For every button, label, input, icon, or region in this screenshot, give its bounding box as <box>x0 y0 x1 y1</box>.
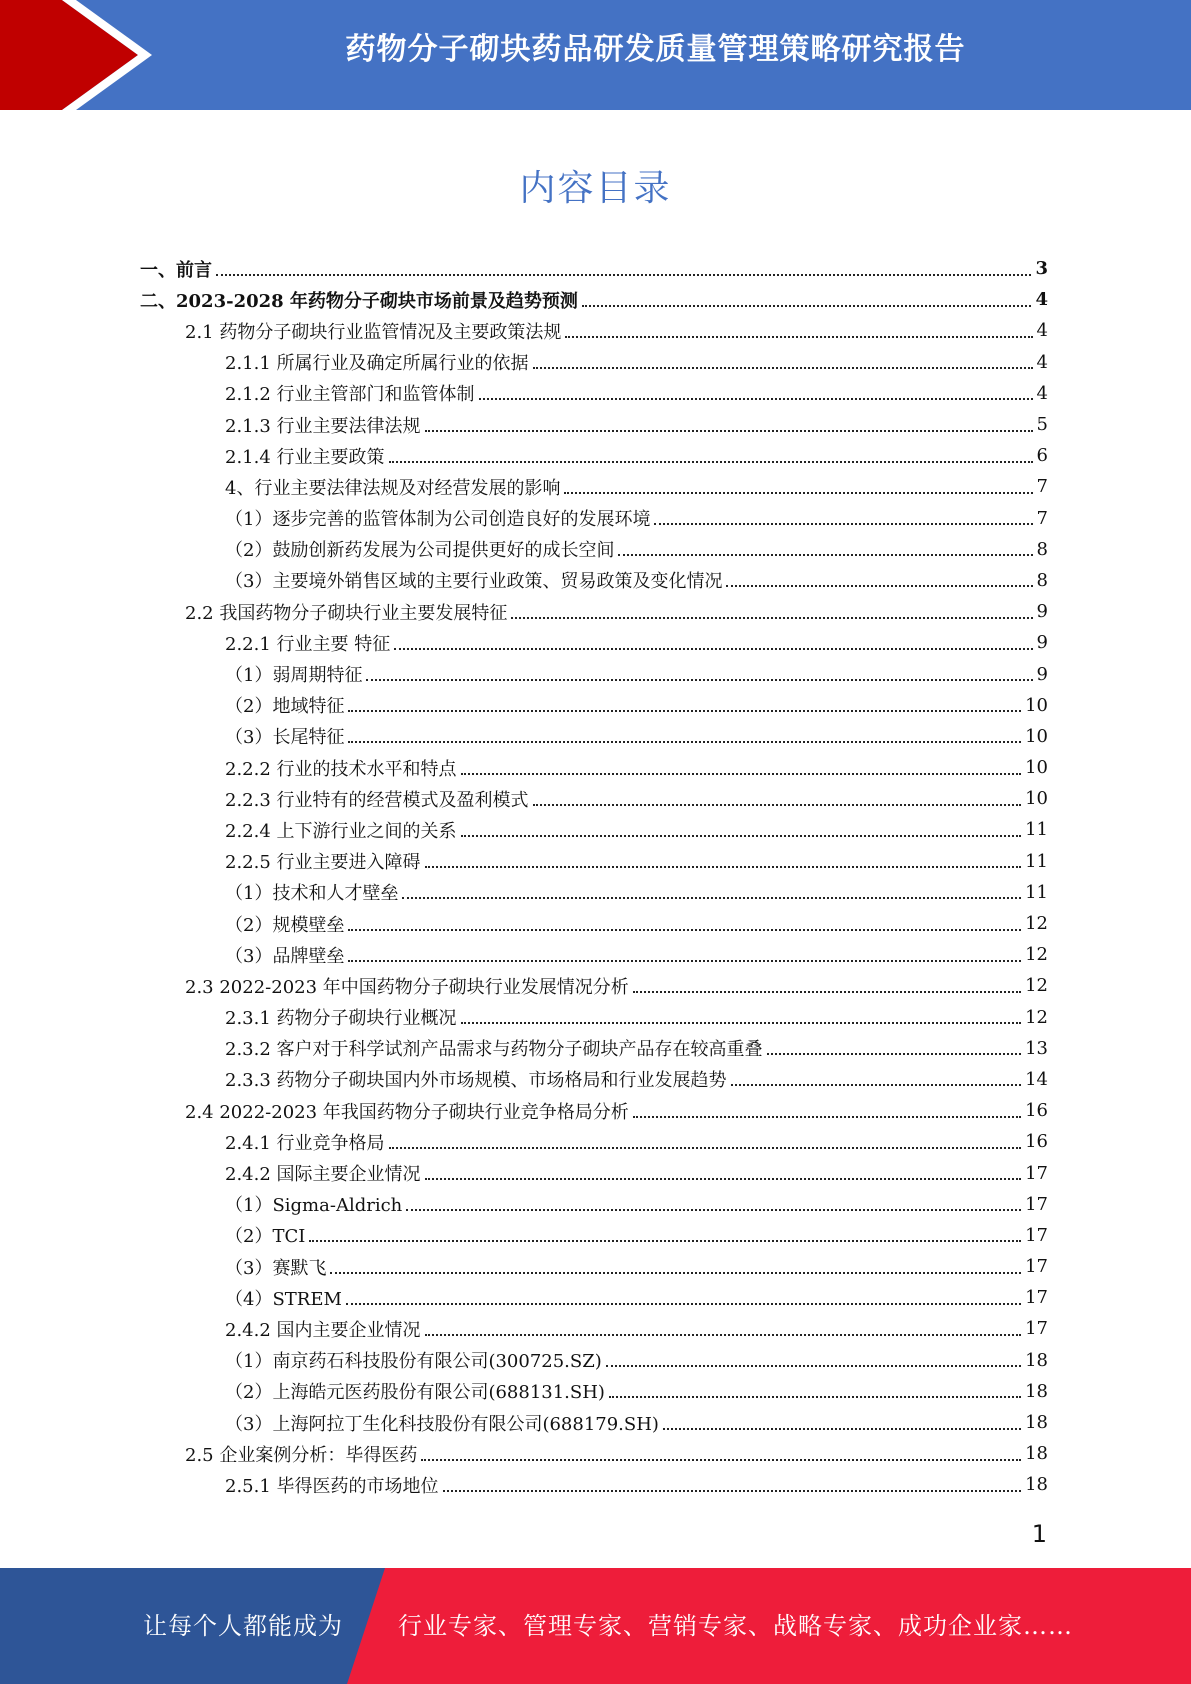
toc-entry[interactable] <box>140 440 1048 471</box>
toc-entry[interactable] <box>140 1407 1048 1438</box>
toc-dot-leader <box>346 1303 1021 1305</box>
toc-entry-title: 2.4 2022-2023 年我国药物分子砌块行业竞争格局分析 <box>185 1101 629 1123</box>
toc-entry-title: （2）上海皓元医药股份有限公司(688131.SH) <box>225 1382 605 1404</box>
toc-entry-page: 8 <box>1036 538 1048 560</box>
toc-entry-title: （3）品牌壁垒 <box>225 945 345 967</box>
toc-dot-leader <box>479 398 1033 400</box>
toc-dot-leader <box>216 274 1031 276</box>
toc-entry-page: 14 <box>1025 1068 1048 1090</box>
table-of-contents <box>140 253 1048 1501</box>
toc-entry[interactable] <box>140 596 1048 627</box>
toc-entry-page: 17 <box>1025 1162 1048 1184</box>
toc-dot-leader <box>461 1022 1022 1024</box>
toc-entry[interactable] <box>140 471 1048 502</box>
toc-entry-title: 2.2.4 上下游行业之间的关系 <box>225 820 457 842</box>
toc-dot-leader <box>425 866 1022 868</box>
page-header <box>0 0 1191 110</box>
toc-entry-title: （4）STREM <box>225 1288 342 1310</box>
toc-entry[interactable] <box>140 1095 1048 1126</box>
toc-entry-title: 2.1.1 所属行业及确定所属行业的依据 <box>225 353 529 375</box>
toc-entry-title: 2.1.4 行业主要政策 <box>225 446 385 468</box>
toc-entry[interactable] <box>140 1251 1048 1282</box>
toc-entry-title: 2.2.2 行业的技术水平和特点 <box>225 758 457 780</box>
toc-entry-title: 二、2023-2028 年药物分子砌块市场前景及趋势预测 <box>140 290 578 312</box>
toc-entry-page: 17 <box>1025 1318 1048 1340</box>
toc-entry-page: 3 <box>1035 258 1048 280</box>
toc-entry-title: （3）主要境外销售区域的主要行业政策、贸易政策及变化情况 <box>225 571 723 593</box>
toc-entry[interactable] <box>140 534 1048 565</box>
toc-entry[interactable] <box>140 409 1048 440</box>
footer-slogan-left: 让每个人都能成为 <box>143 1612 343 1640</box>
toc-entry[interactable] <box>140 1220 1048 1251</box>
toc-entry-page: 12 <box>1025 975 1048 997</box>
toc-dot-leader <box>348 929 1021 931</box>
toc-entry-page: 10 <box>1025 725 1048 747</box>
toc-entry[interactable] <box>140 503 1048 534</box>
toc-entry[interactable] <box>140 1376 1048 1407</box>
toc-entry-title: （1）Sigma-Aldrich <box>225 1195 403 1217</box>
toc-entry-page: 4 <box>1035 289 1048 311</box>
toc-entry-page: 12 <box>1025 913 1048 935</box>
toc-dot-leader <box>348 960 1021 962</box>
toc-dot-leader <box>461 773 1022 775</box>
toc-entry-title: 2.3.1 药物分子砌块行业概况 <box>225 1008 457 1030</box>
toc-entry-page: 11 <box>1025 850 1048 872</box>
toc-dot-leader <box>582 305 1032 307</box>
toc-dot-leader <box>533 367 1033 369</box>
toc-entry-title: 2.1.3 行业主要法律法规 <box>225 415 421 437</box>
toc-entry-page: 13 <box>1025 1037 1048 1059</box>
toc-dot-leader <box>511 617 1032 619</box>
toc-entry-title: 2.2 我国药物分子砌块行业主要发展特征 <box>185 602 508 624</box>
toc-dot-leader <box>609 1396 1021 1398</box>
toc-entry[interactable] <box>140 970 1048 1001</box>
toc-entry[interactable] <box>140 1064 1048 1095</box>
toc-entry-title: 2.2.5 行业主要进入障碍 <box>225 852 421 874</box>
toc-entry-page: 12 <box>1025 1006 1048 1028</box>
toc-entry-page: 5 <box>1036 414 1048 436</box>
toc-entry-page: 4 <box>1036 351 1048 373</box>
toc-entry-page: 17 <box>1025 1256 1048 1278</box>
toc-entry-page: 9 <box>1036 601 1048 623</box>
toc-entry[interactable] <box>140 846 1048 877</box>
page-number: 1 <box>1031 1520 1047 1548</box>
toc-entry[interactable] <box>140 1126 1048 1157</box>
toc-dot-leader <box>425 430 1033 432</box>
toc-dot-leader <box>565 336 1032 338</box>
toc-entry-title: 2.5 企业案例分析：毕得医药 <box>185 1444 418 1466</box>
toc-entry[interactable] <box>140 690 1048 721</box>
toc-entry[interactable] <box>140 1438 1048 1469</box>
toc-entry-page: 9 <box>1036 632 1048 654</box>
toc-entry-page: 18 <box>1025 1443 1048 1465</box>
toc-entry-page: 11 <box>1025 881 1048 903</box>
toc-entry[interactable] <box>140 1033 1048 1064</box>
toc-entry[interactable] <box>140 1002 1048 1033</box>
toc-entry-page: 10 <box>1025 788 1048 810</box>
toc-entry[interactable] <box>140 253 1048 284</box>
toc-entry-title: 2.4.2 国际主要企业情况 <box>225 1164 421 1186</box>
report-title: 药物分子砌块药品研发质量管理策略研究报告 <box>345 32 966 67</box>
toc-entry-title: （1）技术和人才壁垒 <box>225 883 399 905</box>
toc-entry-page: 17 <box>1025 1224 1048 1246</box>
toc-dot-leader <box>402 897 1021 899</box>
toc-entry-title: 2.3.3 药物分子砌块国内外市场规模、市场格局和行业发展趋势 <box>225 1070 727 1092</box>
toc-entry-title: 2.2.1 行业主要 特征 <box>225 633 391 655</box>
toc-entry[interactable] <box>140 939 1048 970</box>
toc-entry-title: （3）赛默飞 <box>225 1257 327 1279</box>
toc-entry-title: 2.1.2 行业主管部门和监管体制 <box>225 384 475 406</box>
toc-entry[interactable] <box>140 877 1048 908</box>
toc-entry-page: 18 <box>1025 1412 1048 1434</box>
footer-slogan-right: 行业专家、管理专家、营销专家、战略专家、成功企业家…… <box>398 1612 1073 1640</box>
toc-dot-leader <box>654 523 1032 525</box>
toc-entry-page: 10 <box>1025 757 1048 779</box>
toc-entry[interactable] <box>140 347 1048 378</box>
toc-entry-title: （3）长尾特征 <box>225 727 345 749</box>
toc-entry-page: 10 <box>1025 694 1048 716</box>
toc-entry[interactable] <box>140 627 1048 658</box>
toc-entry[interactable] <box>140 1313 1048 1344</box>
toc-dot-leader <box>366 679 1032 681</box>
toc-entry-title: （2）鼓励创新药发展为公司提供更好的成长空间 <box>225 540 615 562</box>
toc-dot-leader <box>618 554 1032 556</box>
toc-entry-title: 2.2.3 行业特有的经营模式及盈利模式 <box>225 789 529 811</box>
toc-dot-leader <box>633 1116 1021 1118</box>
toc-entry-title: 2.3 2022-2023 年中国药物分子砌块行业发展情况分析 <box>185 976 629 998</box>
toc-entry-page: 18 <box>1025 1474 1048 1496</box>
toc-dot-leader <box>309 1240 1021 1242</box>
toc-entry-page: 9 <box>1036 663 1048 685</box>
toc-entry-page: 16 <box>1025 1131 1048 1153</box>
toc-entry-title: 2.1 药物分子砌块行业监管情况及主要政策法规 <box>185 321 562 343</box>
toc-dot-leader <box>425 1178 1022 1180</box>
toc-entry-title: 2.4.1 行业竞争格局 <box>225 1132 385 1154</box>
toc-entry-page: 4 <box>1036 320 1048 342</box>
toc-dot-leader <box>389 1147 1022 1149</box>
toc-dot-leader <box>606 1365 1021 1367</box>
toc-entry-title: （1）南京药石科技股份有限公司(300725.SZ) <box>225 1351 602 1373</box>
toc-entry[interactable] <box>140 1282 1048 1313</box>
toc-entry[interactable] <box>140 721 1048 752</box>
toc-dot-leader <box>425 1334 1022 1336</box>
toc-dot-leader <box>731 1084 1022 1086</box>
toc-dot-leader <box>443 1490 1022 1492</box>
toc-entry[interactable] <box>140 1469 1048 1500</box>
toc-entry[interactable] <box>140 1345 1048 1376</box>
toc-entry-title: （2）TCI <box>225 1226 306 1248</box>
toc-entry-title: 一、前言 <box>140 259 212 281</box>
toc-entry-title: 2.3.2 客户对于科学试剂产品需求与药物分子砌块产品存在较高重叠 <box>225 1039 763 1061</box>
toc-entry[interactable] <box>140 783 1048 814</box>
toc-entry-page: 7 <box>1036 476 1048 498</box>
toc-entry-page: 7 <box>1036 507 1048 529</box>
toc-entry[interactable] <box>140 658 1048 689</box>
toc-dot-leader <box>461 835 1022 837</box>
toc-entry-page: 6 <box>1036 445 1048 467</box>
toc-entry-title: （2）地域特征 <box>225 696 345 718</box>
toc-entry[interactable] <box>140 315 1048 346</box>
toc-entry-title: （1）逐步完善的监管体制为公司创造良好的发展环境 <box>225 509 651 531</box>
toc-dot-leader <box>633 991 1021 993</box>
toc-entry-page: 18 <box>1025 1349 1048 1371</box>
toc-entry[interactable] <box>140 1189 1048 1220</box>
toc-dot-leader <box>330 1272 1021 1274</box>
toc-dot-leader <box>348 741 1021 743</box>
toc-entry-page: 4 <box>1036 382 1048 404</box>
toc-entry[interactable] <box>140 814 1048 845</box>
toc-entry-title: （3）上海阿拉丁生化科技股份有限公司(688179.SH) <box>225 1413 659 1435</box>
toc-entry-page: 17 <box>1025 1193 1048 1215</box>
toc-dot-leader <box>421 1459 1021 1461</box>
toc-dot-leader <box>394 648 1032 650</box>
toc-entry[interactable] <box>140 908 1048 939</box>
toc-entry-title: 2.4.2 国内主要企业情况 <box>225 1319 421 1341</box>
toc-dot-leader <box>663 1428 1021 1430</box>
toc-dot-leader <box>406 1209 1021 1211</box>
toc-dot-leader <box>564 492 1032 494</box>
toc-dot-leader <box>533 804 1022 806</box>
toc-entry[interactable] <box>140 752 1048 783</box>
toc-entry-title: 4、行业主要法律法规及对经营发展的影响 <box>225 477 561 499</box>
toc-entry-page: 17 <box>1025 1287 1048 1309</box>
toc-entry[interactable] <box>140 1157 1048 1188</box>
toc-heading: 内容目录 <box>519 168 672 209</box>
toc-entry[interactable] <box>140 565 1048 596</box>
toc-entry-title: （1）弱周期特征 <box>225 665 363 687</box>
toc-entry-title: （2）规模壁垒 <box>225 914 345 936</box>
toc-entry-page: 8 <box>1036 569 1048 591</box>
toc-entry-title: 2.5.1 毕得医药的市场地位 <box>225 1475 439 1497</box>
toc-dot-leader <box>726 585 1032 587</box>
toc-dot-leader <box>348 710 1021 712</box>
toc-dot-leader <box>389 461 1033 463</box>
toc-entry-page: 16 <box>1025 1100 1048 1122</box>
toc-entry[interactable] <box>140 284 1048 315</box>
page-footer <box>0 1568 1191 1684</box>
toc-entry-page: 18 <box>1025 1380 1048 1402</box>
toc-entry-page: 12 <box>1025 944 1048 966</box>
toc-entry-page: 11 <box>1025 819 1048 841</box>
toc-entry[interactable] <box>140 378 1048 409</box>
toc-dot-leader <box>767 1053 1022 1055</box>
